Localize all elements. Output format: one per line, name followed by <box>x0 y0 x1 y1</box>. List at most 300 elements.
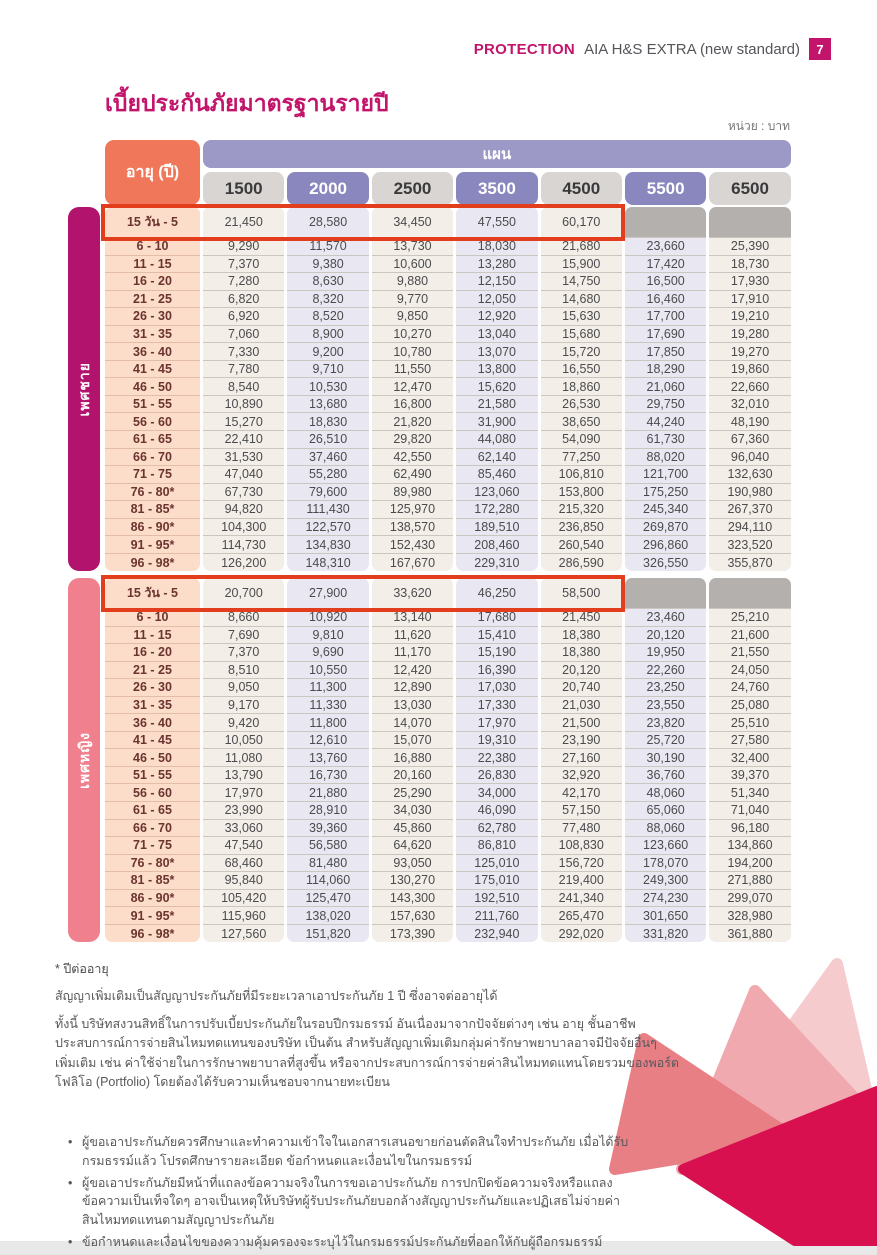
premium-cell: 9,810 <box>287 627 368 645</box>
premium-cell: 172,280 <box>456 501 537 519</box>
premium-cell: 15,900 <box>541 256 622 274</box>
premium-cell: 211,760 <box>456 907 537 925</box>
premium-cell: 17,910 <box>709 291 790 309</box>
premium-cell: 51,340 <box>709 784 790 802</box>
premium-cell <box>709 207 790 238</box>
premium-cell: 8,510 <box>203 662 284 680</box>
premium-cell: 64,620 <box>372 837 453 855</box>
premium-cell: 328,980 <box>709 907 790 925</box>
premium-cell: 61,730 <box>625 431 706 449</box>
premium-cell: 77,480 <box>541 820 622 838</box>
premium-cell: 121,700 <box>625 466 706 484</box>
gender-section <box>68 578 791 942</box>
age-cell: 96 - 98* <box>105 925 200 943</box>
premium-cell: 86,810 <box>456 837 537 855</box>
premium-cell: 7,280 <box>203 273 284 291</box>
premium-cell: 17,420 <box>625 256 706 274</box>
premium-cell: 33,060 <box>203 820 284 838</box>
premium-cell: 77,250 <box>541 449 622 467</box>
premium-cell: 20,700 <box>203 578 284 609</box>
premium-cell: 190,980 <box>709 484 790 502</box>
premium-cell: 10,780 <box>372 343 453 361</box>
premium-cell: 9,290 <box>203 238 284 256</box>
premium-cell: 8,630 <box>287 273 368 291</box>
age-cell: 86 - 90* <box>105 519 200 537</box>
premium-cell: 9,050 <box>203 679 284 697</box>
premium-cell: 62,780 <box>456 820 537 838</box>
premium-cell: 23,550 <box>625 697 706 715</box>
category-label: PROTECTION <box>473 40 576 58</box>
notice-section <box>68 1133 643 1255</box>
premium-cell: 286,590 <box>541 554 622 572</box>
premium-cell: 122,570 <box>287 519 368 537</box>
premium-cell: 152,430 <box>372 536 453 554</box>
premium-cell: 13,140 <box>372 609 453 627</box>
premium-cell: 236,850 <box>541 519 622 537</box>
premium-cell: 21,680 <box>541 238 622 256</box>
gender-label: เพศหญิง <box>76 731 92 789</box>
age-cell: 51 - 55 <box>105 396 200 414</box>
premium-cell: 16,800 <box>372 396 453 414</box>
premium-cell: 9,200 <box>287 343 368 361</box>
premium-cell: 25,290 <box>372 784 453 802</box>
premium-cell: 7,370 <box>203 256 284 274</box>
premium-cell: 11,080 <box>203 749 284 767</box>
age-cell: 96 - 98* <box>105 554 200 572</box>
premium-cell: 17,330 <box>456 697 537 715</box>
premium-cell: 208,460 <box>456 536 537 554</box>
premium-cell: 48,060 <box>625 784 706 802</box>
premium-cell: 167,670 <box>372 554 453 572</box>
premium-cell: 34,030 <box>372 802 453 820</box>
premium-cell: 32,010 <box>709 396 790 414</box>
premium-cell: 27,160 <box>541 749 622 767</box>
premium-cell: 123,660 <box>625 837 706 855</box>
gender-bar-male <box>68 207 100 571</box>
premium-cell: 36,760 <box>625 767 706 785</box>
age-cell: 61 - 65 <box>105 431 200 449</box>
age-cell: 26 - 30 <box>105 679 200 697</box>
premium-cell: 9,710 <box>287 361 368 379</box>
premium-cell: 15,070 <box>372 732 453 750</box>
table-header <box>105 140 791 205</box>
age-cell: 41 - 45 <box>105 361 200 379</box>
age-cell: 11 - 15 <box>105 627 200 645</box>
premium-cell: 81,480 <box>287 855 368 873</box>
premium-cell: 65,060 <box>625 802 706 820</box>
premium-cell: 189,510 <box>456 519 537 537</box>
premium-cell: 25,210 <box>709 609 790 627</box>
product-name: AIA H&S EXTRA (new standard) <box>584 40 800 58</box>
footnote-premium-adjust: ทั้งนี้ บริษัทสงวนสิทธิ์ในการปรับเบี้ยประกันภัยในรอบปีกรมธรรม์ อันเนื่องมาจากปัจจัยต่างๆ เช่น อายุ ชั้นอาชีพ ประสบการณ์การจ่ายสินไหมทดแทนของบริษัท เป็นต้น สำหรับสัญญาเพิ่มเติมกลุ่มค่ารักษาพยาบาลอาจมีปัจจัยอื่นๆ เพิ่มเติม เช่น ค่าใช้จ่ายในการรักษาพยาบาลที่สูงขึ้น หรือจากประสบการณ์การจ่ายค่าสินไหมทดแทนโดยรวมของพอร์ตโฟลิโอ (Portfolio) โดยต้องได้รับความเห็นชอบจากนายทะเบียน <box>55 1016 680 1089</box>
premium-cell: 27,580 <box>709 732 790 750</box>
age-cell: 16 - 20 <box>105 273 200 291</box>
premium-cell: 95,840 <box>203 872 284 890</box>
premium-cell: 299,070 <box>709 890 790 908</box>
premium-cell: 17,700 <box>625 308 706 326</box>
premium-cell: 21,580 <box>456 396 537 414</box>
premium-cell: 19,280 <box>709 326 790 344</box>
premium-cell: 9,420 <box>203 714 284 732</box>
premium-cell: 46,090 <box>456 802 537 820</box>
premium-cell: 245,340 <box>625 501 706 519</box>
premium-cell: 19,270 <box>709 343 790 361</box>
age-cell: 6 - 10 <box>105 238 200 256</box>
premium-cell: 20,120 <box>541 662 622 680</box>
premium-cell: 24,760 <box>709 679 790 697</box>
age-cell: 11 - 15 <box>105 256 200 274</box>
running-header <box>474 38 831 60</box>
age-cell: 56 - 60 <box>105 413 200 431</box>
premium-cell: 19,210 <box>709 308 790 326</box>
premium-cell: 68,460 <box>203 855 284 873</box>
premium-cell: 7,690 <box>203 627 284 645</box>
premium-cell: 15,620 <box>456 378 537 396</box>
premium-cell: 23,660 <box>625 238 706 256</box>
premium-cell: 16,730 <box>287 767 368 785</box>
premium-cell: 9,170 <box>203 697 284 715</box>
gender-label: เพศชาย <box>76 361 92 417</box>
premium-cell: 104,300 <box>203 519 284 537</box>
premium-cell: 10,890 <box>203 396 284 414</box>
premium-cell: 22,380 <box>456 749 537 767</box>
premium-cell: 9,850 <box>372 308 453 326</box>
age-cell: 21 - 25 <box>105 662 200 680</box>
premium-cell: 62,490 <box>372 466 453 484</box>
age-cell: 46 - 50 <box>105 378 200 396</box>
premium-cell: 7,330 <box>203 343 284 361</box>
premium-cell: 8,320 <box>287 291 368 309</box>
premium-cell: 26,830 <box>456 767 537 785</box>
premium-cell: 96,180 <box>709 820 790 838</box>
plan-chip: 5500 <box>625 172 706 205</box>
premium-cell: 28,910 <box>287 802 368 820</box>
premium-cell: 23,990 <box>203 802 284 820</box>
premium-cell: 26,530 <box>541 396 622 414</box>
premium-cell: 6,920 <box>203 308 284 326</box>
age-cell: 61 - 65 <box>105 802 200 820</box>
premium-cell: 175,010 <box>456 872 537 890</box>
premium-cell: 96,040 <box>709 449 790 467</box>
age-cell: 51 - 55 <box>105 767 200 785</box>
plan-chip: 2000 <box>287 172 368 205</box>
age-cell: 31 - 35 <box>105 697 200 715</box>
plan-chip: 3500 <box>456 172 537 205</box>
premium-cell: 323,520 <box>709 536 790 554</box>
premium-cell: 60,170 <box>541 207 622 238</box>
premium-cell: 219,400 <box>541 872 622 890</box>
premium-cell: 55,280 <box>287 466 368 484</box>
premium-cell: 215,320 <box>541 501 622 519</box>
premium-cell: 130,270 <box>372 872 453 890</box>
premium-cell: 88,020 <box>625 449 706 467</box>
premium-cell: 19,310 <box>456 732 537 750</box>
premium-cell: 14,680 <box>541 291 622 309</box>
plan-chip: 2500 <box>372 172 453 205</box>
premium-cell: 88,060 <box>625 820 706 838</box>
premium-cell: 23,190 <box>541 732 622 750</box>
premium-cell: 125,010 <box>456 855 537 873</box>
premium-grid <box>105 207 791 571</box>
premium-cell: 47,550 <box>456 207 537 238</box>
premium-cell: 17,680 <box>456 609 537 627</box>
premium-cell: 16,500 <box>625 273 706 291</box>
page-number-badge: 7 <box>809 38 831 60</box>
premium-cell: 94,820 <box>203 501 284 519</box>
premium-cell: 148,310 <box>287 554 368 572</box>
premium-cell: 19,950 <box>625 644 706 662</box>
premium-cell: 18,030 <box>456 238 537 256</box>
age-cell: 26 - 30 <box>105 308 200 326</box>
premium-cell: 12,920 <box>456 308 537 326</box>
premium-cell: 8,540 <box>203 378 284 396</box>
premium-cell: 292,020 <box>541 925 622 943</box>
premium-cell: 28,580 <box>287 207 368 238</box>
premium-cell <box>625 578 706 609</box>
premium-cell: 25,720 <box>625 732 706 750</box>
premium-cell: 10,600 <box>372 256 453 274</box>
premium-cell: 39,360 <box>287 820 368 838</box>
notice-item: • ข้อกำหนดและเงื่อนไขของความคุ้มครองจะระบุไว้ในกรมธรรม์ประกันภัยที่ออกให้กับผู้ถือกรมธรรม์ <box>68 1233 643 1252</box>
premium-cell: 361,880 <box>709 925 790 943</box>
age-cell: 41 - 45 <box>105 732 200 750</box>
premium-cell: 9,880 <box>372 273 453 291</box>
premium-cell: 18,730 <box>709 256 790 274</box>
premium-cell: 32,920 <box>541 767 622 785</box>
premium-cell: 31,900 <box>456 413 537 431</box>
premium-cell: 27,900 <box>287 578 368 609</box>
premium-cell: 33,620 <box>372 578 453 609</box>
premium-cell: 134,830 <box>287 536 368 554</box>
premium-cell: 106,810 <box>541 466 622 484</box>
premium-cell: 11,170 <box>372 644 453 662</box>
premium-cell: 21,450 <box>203 207 284 238</box>
premium-cell: 271,880 <box>709 872 790 890</box>
premium-cell: 17,930 <box>709 273 790 291</box>
footnote-renewal-year: * ปีต่ออายุ <box>55 962 109 976</box>
age-cell: 31 - 35 <box>105 326 200 344</box>
premium-cell: 44,240 <box>625 413 706 431</box>
premium-cell: 25,390 <box>709 238 790 256</box>
premium-cell: 12,470 <box>372 378 453 396</box>
premium-cell: 10,050 <box>203 732 284 750</box>
premium-cell: 42,550 <box>372 449 453 467</box>
premium-cell: 7,780 <box>203 361 284 379</box>
premium-cell: 85,460 <box>456 466 537 484</box>
premium-cell: 17,030 <box>456 679 537 697</box>
premium-cell: 14,070 <box>372 714 453 732</box>
premium-cell: 11,330 <box>287 697 368 715</box>
premium-cell: 17,970 <box>203 784 284 802</box>
premium-cell: 15,680 <box>541 326 622 344</box>
premium-cell: 56,580 <box>287 837 368 855</box>
age-cell: 66 - 70 <box>105 449 200 467</box>
age-cell: 16 - 20 <box>105 644 200 662</box>
premium-cell: 108,830 <box>541 837 622 855</box>
age-cell: 21 - 25 <box>105 291 200 309</box>
premium-cell: 47,540 <box>203 837 284 855</box>
premium-cell: 25,080 <box>709 697 790 715</box>
premium-cell: 326,550 <box>625 554 706 572</box>
premium-cell: 39,370 <box>709 767 790 785</box>
premium-cell: 127,560 <box>203 925 284 943</box>
premium-cell: 260,540 <box>541 536 622 554</box>
premium-cell: 8,520 <box>287 308 368 326</box>
age-cell: 76 - 80* <box>105 855 200 873</box>
age-cell: 36 - 40 <box>105 714 200 732</box>
premium-cell: 229,310 <box>456 554 537 572</box>
premium-grid <box>105 578 791 942</box>
age-cell: 15 วัน - 5 <box>105 207 200 238</box>
premium-cell <box>625 207 706 238</box>
premium-cell: 26,510 <box>287 431 368 449</box>
premium-cell: 34,000 <box>456 784 537 802</box>
premium-cell: 13,760 <box>287 749 368 767</box>
age-cell: 81 - 85* <box>105 872 200 890</box>
premium-cell: 18,830 <box>287 413 368 431</box>
premium-cell: 21,030 <box>541 697 622 715</box>
premium-cell: 17,970 <box>456 714 537 732</box>
premium-cell: 153,800 <box>541 484 622 502</box>
premium-cell: 19,860 <box>709 361 790 379</box>
footnotes <box>55 960 680 1092</box>
premium-cell: 22,260 <box>625 662 706 680</box>
premium-cell: 126,200 <box>203 554 284 572</box>
age-cell: 66 - 70 <box>105 820 200 838</box>
premium-cell: 7,060 <box>203 326 284 344</box>
gender-section <box>68 207 791 571</box>
premium-cell: 6,820 <box>203 291 284 309</box>
premium-cell: 21,600 <box>709 627 790 645</box>
premium-cell: 12,610 <box>287 732 368 750</box>
premium-cell: 331,820 <box>625 925 706 943</box>
premium-cell: 13,790 <box>203 767 284 785</box>
premium-cell: 192,510 <box>456 890 537 908</box>
premium-cell: 12,890 <box>372 679 453 697</box>
premium-cell: 57,150 <box>541 802 622 820</box>
premium-cell: 241,340 <box>541 890 622 908</box>
premium-cell: 123,060 <box>456 484 537 502</box>
premium-cell: 10,530 <box>287 378 368 396</box>
premium-cell: 37,460 <box>287 449 368 467</box>
premium-cell: 15,720 <box>541 343 622 361</box>
premium-cell: 11,570 <box>287 238 368 256</box>
premium-cell: 11,550 <box>372 361 453 379</box>
premium-cell: 178,070 <box>625 855 706 873</box>
premium-cell: 125,970 <box>372 501 453 519</box>
premium-cell: 42,170 <box>541 784 622 802</box>
premium-cell: 296,860 <box>625 536 706 554</box>
age-cell: 81 - 85* <box>105 501 200 519</box>
premium-cell: 143,300 <box>372 890 453 908</box>
premium-cell: 21,820 <box>372 413 453 431</box>
unit-label: หน่วย : บาท <box>727 119 790 133</box>
premium-cell: 9,690 <box>287 644 368 662</box>
premium-cell: 265,470 <box>541 907 622 925</box>
premium-cell: 125,470 <box>287 890 368 908</box>
premium-cell: 10,270 <box>372 326 453 344</box>
footnote-rider-term: สัญญาเพิ่มเติมเป็นสัญญาประกันภัยที่มีระยะเวลาเอาประกันภัย 1 ปี ซึ่งอาจต่ออายุได้ <box>55 989 498 1004</box>
age-cell: 71 - 75 <box>105 466 200 484</box>
premium-cell: 10,920 <box>287 609 368 627</box>
premium-cell: 194,200 <box>709 855 790 873</box>
age-cell: 91 - 95* <box>105 907 200 925</box>
premium-cell: 15,190 <box>456 644 537 662</box>
age-cell: 76 - 80* <box>105 484 200 502</box>
premium-cell: 8,660 <box>203 609 284 627</box>
premium-cell: 32,400 <box>709 749 790 767</box>
premium-cell: 48,190 <box>709 413 790 431</box>
premium-cell: 269,870 <box>625 519 706 537</box>
premium-cell: 16,880 <box>372 749 453 767</box>
age-cell: 86 - 90* <box>105 890 200 908</box>
plan-band-header: แผน <box>203 140 791 168</box>
premium-cell: 71,040 <box>709 802 790 820</box>
premium-cell: 24,050 <box>709 662 790 680</box>
premium-cell: 89,980 <box>372 484 453 502</box>
premium-cell: 21,450 <box>541 609 622 627</box>
plan-chip: 6500 <box>709 172 790 205</box>
premium-cell: 21,880 <box>287 784 368 802</box>
age-cell: 46 - 50 <box>105 749 200 767</box>
premium-cell: 21,060 <box>625 378 706 396</box>
premium-cell: 93,050 <box>372 855 453 873</box>
premium-cell: 175,250 <box>625 484 706 502</box>
premium-cell: 17,850 <box>625 343 706 361</box>
premium-cell: 44,080 <box>456 431 537 449</box>
premium-cell: 138,570 <box>372 519 453 537</box>
premium-cell: 47,040 <box>203 466 284 484</box>
age-cell: 71 - 75 <box>105 837 200 855</box>
premium-cell: 10,550 <box>287 662 368 680</box>
premium-cell: 22,410 <box>203 431 284 449</box>
premium-cell: 114,060 <box>287 872 368 890</box>
premium-cell: 20,160 <box>372 767 453 785</box>
premium-cell: 156,720 <box>541 855 622 873</box>
premium-cell: 79,600 <box>287 484 368 502</box>
age-cell: 36 - 40 <box>105 343 200 361</box>
notice-list <box>68 1133 643 1252</box>
premium-cell: 67,730 <box>203 484 284 502</box>
premium-cell: 34,450 <box>372 207 453 238</box>
plan-chip: 4500 <box>541 172 622 205</box>
premium-cell: 11,800 <box>287 714 368 732</box>
premium-cell: 13,800 <box>456 361 537 379</box>
premium-cell: 23,820 <box>625 714 706 732</box>
age-column-header: อายุ (ปี) <box>105 140 200 205</box>
premium-cell: 134,860 <box>709 837 790 855</box>
premium-cell: 45,860 <box>372 820 453 838</box>
premium-cell <box>709 578 790 609</box>
page-title: เบี้ยประกันภัยมาตรฐานรายปี <box>105 90 389 116</box>
premium-cell: 249,300 <box>625 872 706 890</box>
premium-cell: 15,270 <box>203 413 284 431</box>
premium-cell: 18,380 <box>541 627 622 645</box>
premium-cell: 274,230 <box>625 890 706 908</box>
premium-cell: 67,360 <box>709 431 790 449</box>
premium-cell: 16,550 <box>541 361 622 379</box>
plan-chip: 1500 <box>203 172 284 205</box>
premium-cell: 115,960 <box>203 907 284 925</box>
premium-cell: 54,090 <box>541 431 622 449</box>
notice-item: • ผู้ขอเอาประกันภัยมีหน้าที่แถลงข้อความจริงในการขอเอาประกันภัย การปกปิดข้อความจริงหรือแถลงข้อความเป็นเท็จใดๆ อาจเป็นเหตุให้บริษัทผู้รับประกันภัยบอกล้างสัญญาประกันภัยและปฏิเสธไม่จ่ายค่าสินไหมทดแทนตามสัญญาประกันภัย <box>68 1174 643 1230</box>
premium-cell: 17,690 <box>625 326 706 344</box>
premium-cell: 15,630 <box>541 308 622 326</box>
premium-cell: 58,500 <box>541 578 622 609</box>
age-cell: 91 - 95* <box>105 536 200 554</box>
premium-cell: 12,050 <box>456 291 537 309</box>
premium-cell: 18,860 <box>541 378 622 396</box>
